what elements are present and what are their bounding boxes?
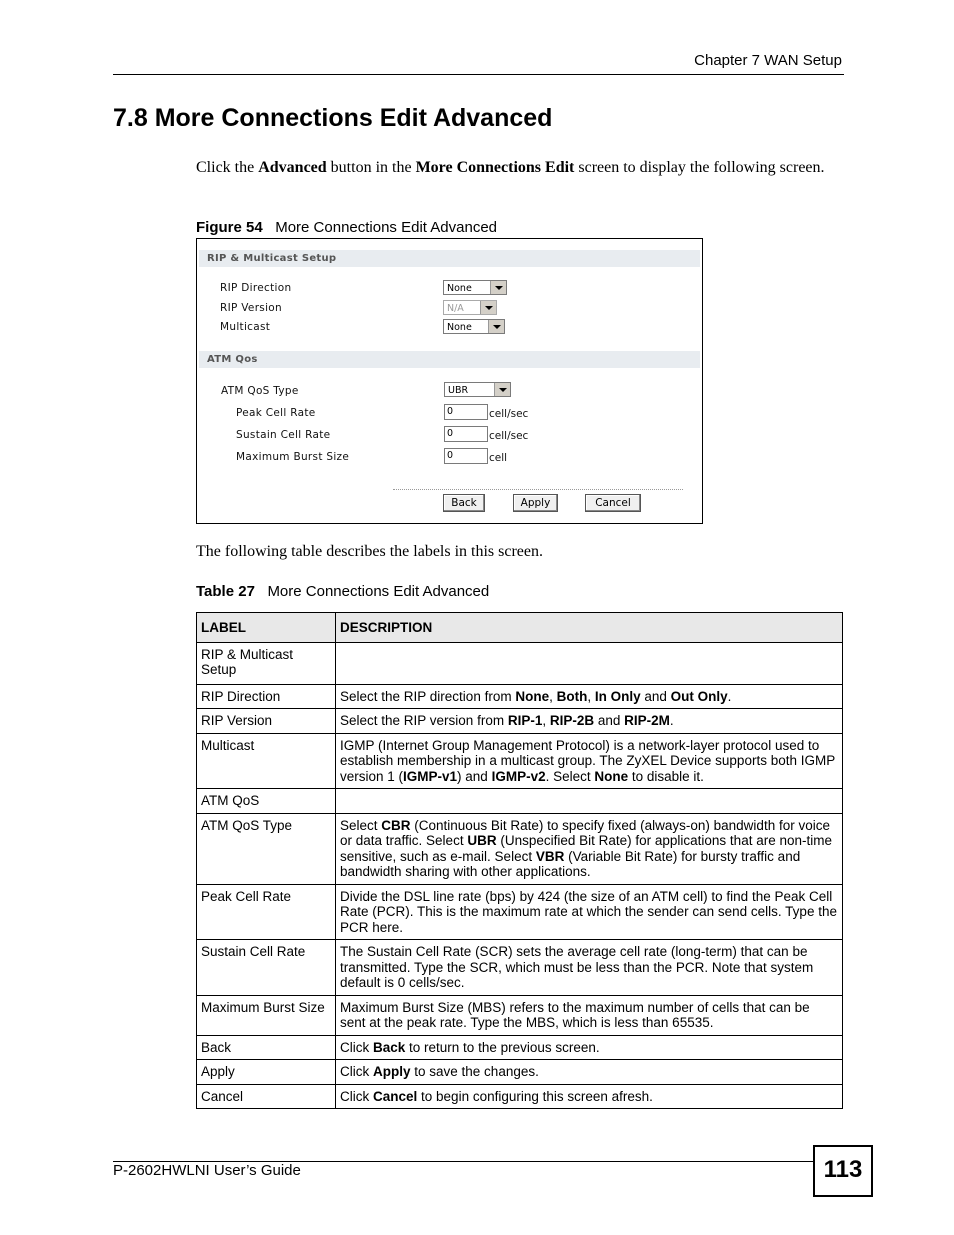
table-header-row bbox=[197, 613, 843, 643]
mbs-unit: cell bbox=[489, 452, 508, 464]
row-label: Cancel bbox=[197, 1084, 336, 1109]
table-row bbox=[197, 1084, 843, 1109]
cancel-button[interactable]: Cancel bbox=[585, 494, 641, 512]
multicast-label: Multicast bbox=[220, 321, 271, 333]
mbs-label: Maximum Burst Size bbox=[236, 451, 350, 463]
back-button[interactable]: Back bbox=[443, 494, 485, 512]
intro-paragraph: Click the Advanced button in the More Connections Edit screen to display the following screen. bbox=[196, 159, 825, 176]
row-description bbox=[336, 642, 843, 684]
figure-screenshot bbox=[196, 238, 703, 524]
table-row bbox=[197, 884, 843, 940]
row-label: RIP Version bbox=[197, 709, 336, 734]
guide-title: P-2602HWLNI User’s Guide bbox=[113, 1162, 301, 1179]
table-row bbox=[197, 733, 843, 789]
scr-label: Sustain Cell Rate bbox=[236, 429, 331, 441]
chevron-down-icon bbox=[488, 320, 504, 333]
rip-direction-label: RIP Direction bbox=[220, 282, 292, 294]
atm-qos-type-label: ATM QoS Type bbox=[221, 385, 299, 397]
divider bbox=[393, 489, 683, 490]
rip-version-select[interactable]: N/A bbox=[443, 300, 497, 315]
row-label: ATM QoS bbox=[197, 789, 336, 814]
pcr-unit: cell/sec bbox=[489, 408, 529, 420]
description-column-header: DESCRIPTION bbox=[336, 613, 843, 643]
table-row bbox=[197, 709, 843, 734]
row-description: Click Back to return to the previous screen. bbox=[336, 1035, 843, 1060]
table-row bbox=[197, 940, 843, 996]
section-title: 7.8 More Connections Edit Advanced bbox=[113, 104, 553, 132]
row-label: RIP & Multicast Setup bbox=[197, 642, 336, 684]
row-label: Back bbox=[197, 1035, 336, 1060]
table-row bbox=[197, 995, 843, 1035]
chevron-down-icon bbox=[480, 301, 496, 314]
row-description: Click Apply to save the changes. bbox=[336, 1060, 843, 1085]
table-row bbox=[197, 642, 843, 684]
header-rule bbox=[113, 74, 844, 75]
row-description: IGMP (Internet Group Management Protocol) is a network-layer protocol used to establish membership in a multicast group. The ZyXEL Device supports both IGMP version 1 (IGMP-v1) and IGMP-v2. Select None to disable it. bbox=[336, 733, 843, 789]
row-description: The Sustain Cell Rate (SCR) sets the average cell rate (long-term) that can be transmitted. Type the SCR, which must be less than the PCR. Note that system default is 0 cells/sec. bbox=[336, 940, 843, 996]
row-description: Maximum Burst Size (MBS) refers to the maximum number of cells that can be sent at the peak rate. Type the MBS, which is less than 65535. bbox=[336, 995, 843, 1035]
table-row bbox=[197, 684, 843, 709]
row-label: Apply bbox=[197, 1060, 336, 1085]
row-label: Peak Cell Rate bbox=[197, 884, 336, 940]
label-column-header: LABEL bbox=[197, 613, 336, 643]
rip-version-label: RIP Version bbox=[220, 302, 282, 314]
row-description: Select the RIP direction from None, Both, In Only and Out Only. bbox=[336, 684, 843, 709]
row-label: Maximum Burst Size bbox=[197, 995, 336, 1035]
multicast-select[interactable]: None bbox=[443, 319, 505, 334]
chevron-down-icon bbox=[494, 383, 510, 396]
atm-qos-type-select[interactable]: UBR bbox=[444, 382, 511, 397]
figure-caption: Figure 54 More Connections Edit Advanced bbox=[196, 219, 498, 236]
row-description: Select the RIP version from RIP-1, RIP-2B and RIP-2M. bbox=[336, 709, 843, 734]
scr-unit: cell/sec bbox=[489, 430, 529, 442]
scr-input[interactable]: 0 bbox=[444, 426, 488, 442]
atm-section-header: ATM Qos bbox=[199, 351, 700, 368]
mbs-input[interactable]: 0 bbox=[444, 448, 488, 464]
table-row bbox=[197, 1060, 843, 1085]
chapter-header: Chapter 7 WAN Setup bbox=[694, 52, 842, 69]
table-row bbox=[197, 789, 843, 814]
table-row bbox=[197, 813, 843, 884]
page-number: 113 bbox=[813, 1145, 873, 1197]
chevron-down-icon bbox=[490, 281, 506, 294]
row-label: ATM QoS Type bbox=[197, 813, 336, 884]
row-label: RIP Direction bbox=[197, 684, 336, 709]
pcr-label: Peak Cell Rate bbox=[236, 407, 316, 419]
table-row bbox=[197, 1035, 843, 1060]
pcr-input[interactable]: 0 bbox=[444, 404, 488, 420]
apply-button[interactable]: Apply bbox=[513, 494, 558, 512]
row-description bbox=[336, 789, 843, 814]
description-table bbox=[196, 612, 843, 1109]
table-lead-text: The following table describes the labels in this screen. bbox=[196, 543, 544, 560]
row-description: Divide the DSL line rate (bps) by 424 (the size of an ATM cell) to find the Peak Cell Rate (PCR). This is the maximum rate at which the sender can send cells. Type the PCR here. bbox=[336, 884, 843, 940]
row-description: Select CBR (Continuous Bit Rate) to specify fixed (always-on) bandwidth for voice or data traffic. Select UBR (Unspecified Bit Rate) for applications that are non-time sensitive, such as e-mail. Select VBR (Variable Bit Rate) for bursty traffic and bandwidth sharing with other applications. bbox=[336, 813, 843, 884]
row-description: Click Cancel to begin configuring this screen afresh. bbox=[336, 1084, 843, 1109]
row-label: Multicast bbox=[197, 733, 336, 789]
rip-section-header: RIP & Multicast Setup bbox=[199, 250, 700, 267]
row-label: Sustain Cell Rate bbox=[197, 940, 336, 996]
rip-direction-select[interactable]: None bbox=[443, 280, 507, 295]
table-caption: Table 27 More Connections Edit Advanced bbox=[196, 583, 490, 600]
